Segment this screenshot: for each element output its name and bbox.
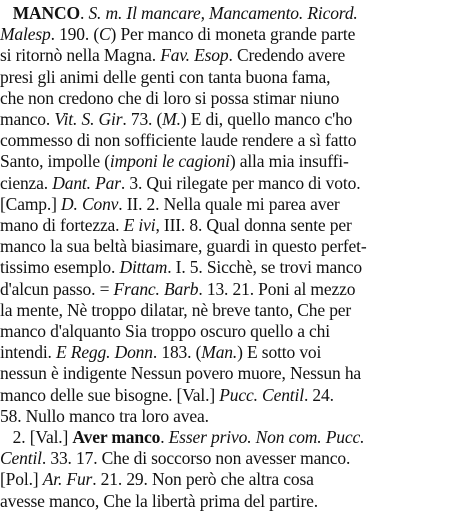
italic-text: C bbox=[99, 24, 111, 45]
text-segment: . 183. ( bbox=[152, 342, 202, 363]
text-segment: [Pol.] bbox=[0, 469, 43, 490]
text-segment: . 3. Qui rilegate per manco di voto. bbox=[120, 172, 361, 193]
italic-text: Man. bbox=[201, 342, 238, 363]
text-segment: [Camp.] bbox=[0, 193, 62, 214]
text-line bbox=[0, 363, 473, 385]
italic-text: E Regg. Donn bbox=[56, 342, 153, 363]
text-line bbox=[0, 215, 473, 237]
headword: Aver manco bbox=[72, 427, 161, 447]
text-line bbox=[0, 3, 473, 25]
text-line bbox=[0, 67, 473, 89]
text-line bbox=[0, 45, 473, 67]
text-line bbox=[0, 173, 473, 195]
italic-text: Dittam bbox=[119, 257, 168, 278]
italic-text: S. m. Il mancare, Mancamento. Ricord. bbox=[88, 3, 358, 23]
text-segment: manco d'alquanto Sia troppo oscuro quello a chi bbox=[0, 321, 330, 341]
italic-text: M. bbox=[162, 109, 181, 129]
text-segment: manco. bbox=[0, 109, 55, 129]
text-line bbox=[0, 257, 473, 279]
text-segment: la mente, Nè troppo dilatar, nè breve tanto, Che per bbox=[0, 299, 352, 320]
text-line bbox=[0, 300, 473, 322]
italic-text: Ar. Fur bbox=[42, 469, 93, 490]
text-line bbox=[0, 24, 473, 46]
text-segment: ) E sotto voi bbox=[237, 342, 322, 363]
text-segment: manco la sua beltà biasimare, guardi in questo perfet- bbox=[0, 236, 367, 257]
text-line bbox=[0, 88, 473, 110]
text-line bbox=[0, 406, 473, 428]
text-segment: cienza. bbox=[0, 172, 53, 193]
text-line bbox=[0, 279, 473, 301]
italic-text: Esser privo. Non com. Pucc. bbox=[168, 427, 365, 447]
text-segment: . Credendo avere bbox=[228, 45, 346, 66]
text-line bbox=[0, 342, 473, 364]
text-line bbox=[0, 385, 473, 407]
text-segment: si ritornò nella Magna. bbox=[0, 45, 161, 66]
text-segment: ) alla mia insuffi- bbox=[229, 151, 349, 172]
italic-text: Franc. Barb bbox=[113, 278, 199, 299]
text-segment: 2. [Val.] bbox=[0, 427, 73, 447]
italic-text: Vit. S. Gir bbox=[54, 109, 123, 129]
text-line bbox=[0, 448, 473, 470]
text-segment: tissimo esemplo. bbox=[0, 257, 120, 278]
text-segment: . 13. 21. Poni al mezzo bbox=[198, 278, 356, 299]
text-segment: che non credono che di loro si possa stimar niuno bbox=[0, 87, 340, 108]
text-segment: . 21. 29. Non però che altra cosa bbox=[92, 469, 314, 490]
italic-text: D. Conv bbox=[61, 193, 119, 214]
text-line bbox=[0, 491, 473, 513]
text-segment: ) E di, quello manco c'ho bbox=[180, 109, 353, 129]
text-segment: avesse manco, Che la libertà prima del partire. bbox=[0, 490, 319, 511]
italic-text: Dant. Par bbox=[52, 172, 121, 193]
italic-text: imponi le cagioni bbox=[109, 151, 230, 172]
text-segment: ) Per manco di moneta grande parte bbox=[110, 24, 356, 45]
text-segment: Santo, impolle ( bbox=[0, 151, 110, 172]
text-segment: manco delle sue bisogne. [Val.] bbox=[0, 384, 220, 405]
text-segment: mano di fortezza. bbox=[0, 215, 124, 235]
text-segment: d'alcun passo. = bbox=[0, 278, 114, 299]
text-line bbox=[0, 151, 473, 173]
text-line bbox=[0, 109, 473, 131]
text-segment: presi gli animi delle genti con tanta buona fama, bbox=[0, 66, 331, 87]
text-segment: . 24. bbox=[303, 384, 334, 405]
text-segment: , III. 8. Qual donna sente per bbox=[155, 215, 352, 235]
text-line bbox=[0, 194, 473, 216]
text-segment: . bbox=[79, 3, 89, 23]
text-segment: commesso di non sofficiente laude rendere a sì fatto bbox=[0, 130, 357, 151]
text-segment: 58. Nullo manco tra loro avea. bbox=[0, 405, 209, 426]
text-segment: . II. 2. Nella quale mi parea aver bbox=[118, 193, 340, 214]
text-segment: . 33. 17. Che di soccorso non avesser manco. bbox=[41, 448, 351, 469]
text-segment: . 73. ( bbox=[122, 109, 163, 129]
italic-text: Fav. Esop bbox=[160, 45, 229, 66]
text-segment: intendi. bbox=[0, 342, 57, 363]
text-segment: . I. 5. Sicchè, se trovi manco bbox=[167, 257, 362, 278]
headword: MANCO bbox=[12, 3, 80, 23]
text-segment: . bbox=[160, 427, 169, 447]
text-line bbox=[0, 236, 473, 258]
italic-text: Centil bbox=[0, 448, 42, 469]
text-line bbox=[0, 469, 473, 491]
text-segment bbox=[0, 3, 13, 23]
italic-text: Malesp bbox=[0, 24, 51, 45]
italic-text: Pucc. Centil bbox=[219, 384, 304, 405]
text-segment: . 190. ( bbox=[50, 24, 100, 45]
text-line bbox=[0, 130, 473, 152]
text-line bbox=[0, 427, 473, 449]
text-line bbox=[0, 321, 473, 343]
text-segment: nessun è indigente Nessun povero muore, Nessun ha bbox=[0, 363, 362, 384]
italic-text: E ivi bbox=[123, 215, 156, 235]
